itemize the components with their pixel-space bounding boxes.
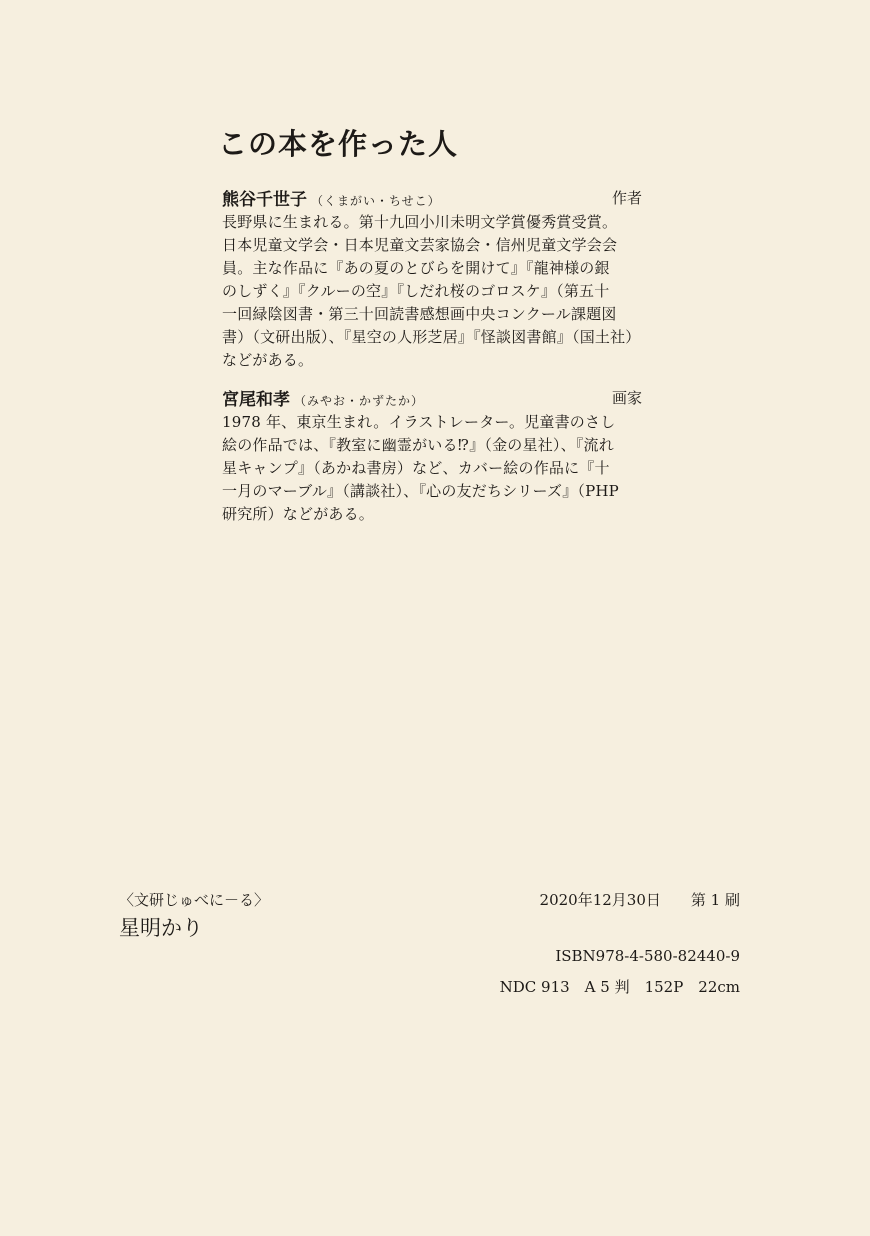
printing-number: 第 1 刷 [690, 891, 740, 909]
author-name-reading: （くまがい・ちせこ） [311, 194, 441, 208]
book-title: 星明かり [119, 916, 203, 940]
illustrator-bio-line: 星キャンプ』（あかね書房）など、カバー絵の作品に『十 [222, 459, 610, 477]
author-bio-line: などがある。 [222, 351, 314, 369]
isbn: ISBN978-4-580-82440-9 [555, 947, 740, 965]
author-role: 作者 [611, 189, 642, 207]
illustrator-role: 画家 [611, 389, 642, 407]
author-bio-line: 長野県に生まれる。第十九回小川未明文学賞優秀賞受賞。 [222, 213, 618, 231]
author-bio-line: 書）（文研出版）、『星空の人形芝居』『怪談図書館』（国土社） [222, 328, 641, 346]
author-bio-line: 一回緑陰図書・第三十回読書感想画中央コンクール課題図 [222, 305, 617, 323]
ndc-classification: NDC 913 A 5 判 152P 22cm [499, 978, 740, 996]
illustrator-bio-line: 1978 年、東京生まれ。イラストレーター。児童書のさし [222, 413, 616, 431]
author-name-line [222, 185, 642, 211]
author-bio-line: 日本児童文学会・日本児童文芸家協会・信州児童文学会会 [222, 236, 618, 254]
illustrator-name-reading: （みやお・かずたか） [294, 394, 425, 408]
illustrator-bio-line: 一月のマーブル』（講談社）、『心の友だちシリーズ』（PHP [222, 482, 619, 500]
author-name: 熊谷千世子 [222, 190, 307, 210]
illustrator-bio-line: 研究所）などがある。 [222, 505, 375, 523]
author-bio-line: のしずく』『クルーの空』『しだれ桜のゴロスケ』（第五十 [222, 282, 610, 300]
illustrator-bio-line: 絵の作品では、『教室に幽霊がいる⁉』（金の星社）、『流れ [222, 436, 614, 454]
series-name: 〈文研じゅべに－る〉 [119, 891, 270, 909]
illustrator-name: 宮尾和孝 [222, 390, 290, 410]
illustrator-name-line [222, 385, 642, 411]
publication-info [540, 889, 740, 910]
author-profile [222, 185, 642, 372]
publication-date: 2020年12月30日 [539, 891, 661, 909]
author-bio [222, 211, 642, 372]
page-title: この本を作った人 [218, 127, 459, 161]
illustrator-profile [222, 385, 642, 526]
illustrator-bio [222, 411, 642, 526]
author-bio-line: 員。主な作品に『あの夏のとびらを開けて』『龍神様の銀 [222, 259, 610, 277]
